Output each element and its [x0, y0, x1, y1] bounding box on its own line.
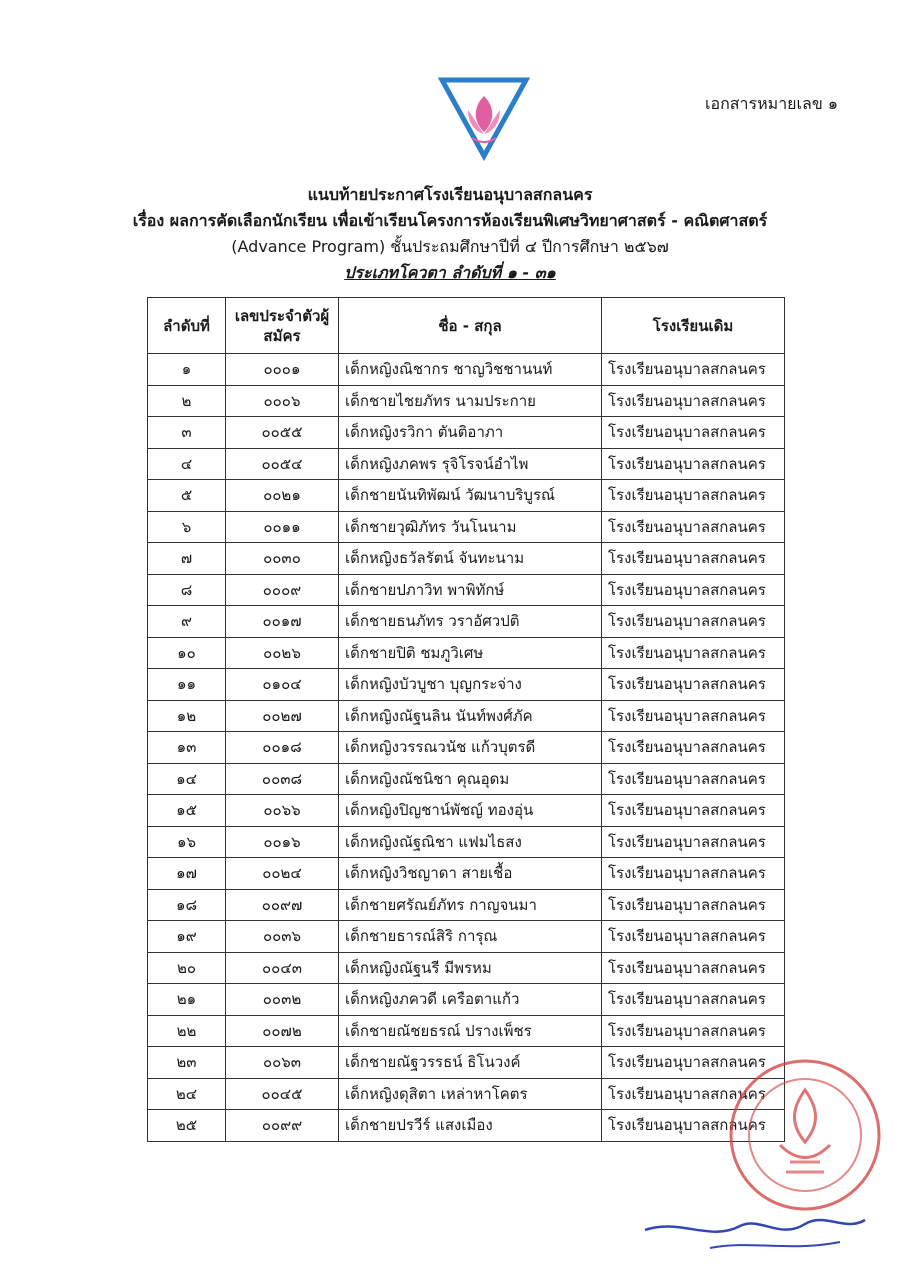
cell-previous-school: โรงเรียนอนุบาลสกลนคร: [602, 354, 785, 386]
table-row: [148, 1015, 785, 1047]
cell-applicant-id: ๐๐๕๔: [226, 448, 339, 480]
cell-previous-school: โรงเรียนอนุบาลสกลนคร: [602, 889, 785, 921]
table-row: [148, 921, 785, 953]
cell-order: ๖: [148, 511, 226, 543]
cell-order: ๑๕: [148, 795, 226, 827]
table-row: [148, 763, 785, 795]
table-row: [148, 858, 785, 890]
cell-applicant-id: ๐๐๙๗: [226, 889, 339, 921]
cell-full-name: เด็กหญิงณัฐนรี มีพรหม: [339, 952, 602, 984]
table-row: [148, 669, 785, 701]
cell-applicant-id: ๐๐๓๘: [226, 763, 339, 795]
cell-applicant-id: ๐๐๐๑: [226, 354, 339, 386]
cell-full-name: เด็กชายปรวีร์ แสงเมือง: [339, 1110, 602, 1142]
cell-order: ๗: [148, 543, 226, 575]
cell-full-name: เด็กหญิงณิชากร ชาญวิชชานนท์: [339, 354, 602, 386]
cell-previous-school: โรงเรียนอนุบาลสกลนคร: [602, 669, 785, 701]
cell-full-name: เด็กหญิงวรรณวนัช แก้วบุตรดี: [339, 732, 602, 764]
heading-line-1: แนบท้ายประกาศโรงเรียนอนุบาลสกลนคร: [307, 185, 593, 204]
table-row: [148, 732, 785, 764]
cell-previous-school: โรงเรียนอนุบาลสกลนคร: [602, 700, 785, 732]
cell-applicant-id: ๐๐๖๖: [226, 795, 339, 827]
table-header-row: [148, 298, 785, 354]
table-row: [148, 637, 785, 669]
document-number: เอกสารหมายเลข ๑: [704, 94, 838, 113]
cell-order: ๓: [148, 417, 226, 449]
cell-applicant-id: ๐๐๔๓: [226, 952, 339, 984]
cell-order: ๙: [148, 606, 226, 638]
table-body: [148, 354, 785, 1142]
cell-order: ๒๕: [148, 1110, 226, 1142]
cell-full-name: เด็กชายวุฒิภัทร วันโนนาม: [339, 511, 602, 543]
cell-previous-school: โรงเรียนอนุบาลสกลนคร: [602, 511, 785, 543]
cell-order: ๕: [148, 480, 226, 512]
cell-previous-school: โรงเรียนอนุบาลสกลนคร: [602, 795, 785, 827]
cell-order: ๒๒: [148, 1015, 226, 1047]
cell-previous-school: โรงเรียนอนุบาลสกลนคร: [602, 921, 785, 953]
cell-full-name: เด็กหญิงปิญชาน์พัชญ์ ทองอุ่น: [339, 795, 602, 827]
table-row: [148, 480, 785, 512]
cell-applicant-id: ๐๐๒๑: [226, 480, 339, 512]
cell-applicant-id: ๐๐๒๗: [226, 700, 339, 732]
cell-applicant-id: ๐๐๐๖: [226, 385, 339, 417]
cell-full-name: เด็กหญิงณัฐณิชา แฟมไธสง: [339, 826, 602, 858]
cell-previous-school: โรงเรียนอนุบาลสกลนคร: [602, 984, 785, 1016]
cell-applicant-id: ๐๐๒๔: [226, 858, 339, 890]
table-row: [148, 1078, 785, 1110]
cell-applicant-id: ๐๐๑๑: [226, 511, 339, 543]
cell-previous-school: โรงเรียนอนุบาลสกลนคร: [602, 1015, 785, 1047]
header-order: ลำดับที่: [148, 298, 226, 354]
header-applicant-id: เลขประจำตัวผู้สมัคร: [226, 298, 339, 354]
cell-previous-school: โรงเรียนอนุบาลสกลนคร: [602, 763, 785, 795]
cell-order: ๑๗: [148, 858, 226, 890]
cell-full-name: เด็กหญิงณัฐนลิน นันท์พงศ์ภัค: [339, 700, 602, 732]
cell-previous-school: โรงเรียนอนุบาลสกลนคร: [602, 448, 785, 480]
header-full-name: ชื่อ - สกุล: [339, 298, 602, 354]
cell-order: ๒๓: [148, 1047, 226, 1079]
cell-applicant-id: ๐๐๐๙: [226, 574, 339, 606]
cell-previous-school: โรงเรียนอนุบาลสกลนคร: [602, 417, 785, 449]
cell-previous-school: โรงเรียนอนุบาลสกลนคร: [602, 480, 785, 512]
cell-order: ๒๔: [148, 1078, 226, 1110]
table-row: [148, 574, 785, 606]
table-row: [148, 385, 785, 417]
cell-order: ๑๑: [148, 669, 226, 701]
table-row: [148, 795, 785, 827]
cell-applicant-id: ๐๐๕๕: [226, 417, 339, 449]
cell-full-name: เด็กชายณัฐวรรธน์ ธิโนวงค์: [339, 1047, 602, 1079]
table-row: [148, 448, 785, 480]
cell-order: ๑๘: [148, 889, 226, 921]
cell-full-name: เด็กหญิงรวิกา ตันติอาภา: [339, 417, 602, 449]
table-row: [148, 700, 785, 732]
cell-applicant-id: ๐๐๓๖: [226, 921, 339, 953]
cell-previous-school: โรงเรียนอนุบาลสกลนคร: [602, 574, 785, 606]
header-previous-school: โรงเรียนเดิม: [602, 298, 785, 354]
cell-order: ๑๙: [148, 921, 226, 953]
cell-order: ๑๐: [148, 637, 226, 669]
table-row: [148, 1110, 785, 1142]
cell-previous-school: โรงเรียนอนุบาลสกลนคร: [602, 1078, 785, 1110]
cell-applicant-id: ๐๐๑๖: [226, 826, 339, 858]
cell-previous-school: โรงเรียนอนุบาลสกลนคร: [602, 637, 785, 669]
cell-previous-school: โรงเรียนอนุบาลสกลนคร: [602, 385, 785, 417]
cell-previous-school: โรงเรียนอนุบาลสกลนคร: [602, 606, 785, 638]
cell-full-name: เด็กหญิงธวัลรัตน์ จันทะนาม: [339, 543, 602, 575]
cell-full-name: เด็กชายศรัณย์ภัทร กาญจนมา: [339, 889, 602, 921]
cell-full-name: เด็กชายธารณ์สิริ การุณ: [339, 921, 602, 953]
cell-order: ๑๔: [148, 763, 226, 795]
cell-full-name: เด็กหญิงดุสิตา เหล่าหาโคตร: [339, 1078, 602, 1110]
cell-full-name: เด็กชายไชยภัทร นามประกาย: [339, 385, 602, 417]
school-logo: [438, 76, 530, 168]
cell-order: ๑๒: [148, 700, 226, 732]
cell-previous-school: โรงเรียนอนุบาลสกลนคร: [602, 826, 785, 858]
table-row: [148, 1047, 785, 1079]
cell-full-name: เด็กหญิงภควดี เครือตาแก้ว: [339, 984, 602, 1016]
table-row: [148, 889, 785, 921]
cell-order: ๔: [148, 448, 226, 480]
cell-order: ๑๓: [148, 732, 226, 764]
cell-applicant-id: ๐๐๖๓: [226, 1047, 339, 1079]
cell-applicant-id: ๐๐๗๒: [226, 1015, 339, 1047]
cell-applicant-id: ๐๐๑๗: [226, 606, 339, 638]
cell-full-name: เด็กหญิงภคพร รุจิโรจน์อำไพ: [339, 448, 602, 480]
table-row: [148, 417, 785, 449]
cell-applicant-id: ๐๐๙๙: [226, 1110, 339, 1142]
cell-order: ๒: [148, 385, 226, 417]
cell-full-name: เด็กชายธนภัทร วราอัศวปติ: [339, 606, 602, 638]
cell-applicant-id: ๐๐๑๘: [226, 732, 339, 764]
cell-order: ๑: [148, 354, 226, 386]
table-row: [148, 606, 785, 638]
cell-applicant-id: ๐๐๒๖: [226, 637, 339, 669]
cell-full-name: เด็กหญิงวิชญาดา สายเชื้อ: [339, 858, 602, 890]
cell-full-name: เด็กหญิงบัวบูชา บุญกระจ่าง: [339, 669, 602, 701]
table-row: [148, 354, 785, 386]
table-row: [148, 543, 785, 575]
cell-full-name: เด็กชายปิติ ชมภูวิเศษ: [339, 637, 602, 669]
cell-full-name: เด็กหญิงณัชนิชา คุณอุดม: [339, 763, 602, 795]
signature: [640, 1190, 870, 1260]
table-row: [148, 511, 785, 543]
cell-previous-school: โรงเรียนอนุบาลสกลนคร: [602, 732, 785, 764]
cell-order: ๒๑: [148, 984, 226, 1016]
cell-previous-school: โรงเรียนอนุบาลสกลนคร: [602, 858, 785, 890]
cell-full-name: เด็กชายณัชยธรณ์ ปรางเพ็ชร: [339, 1015, 602, 1047]
heading-line-2: เรื่อง ผลการคัดเลือกนักเรียน เพื่อเข้าเรียนโครงการห้องเรียนพิเศษวิทยาศาสตร์ - คณิตศาสตร์: [132, 211, 768, 230]
heading-line-3: (Advance Program) ชั้นประถมศึกษาปีที่ ๔ ปีการศึกษา ๒๕๖๗: [231, 237, 669, 256]
table-row: [148, 826, 785, 858]
cell-order: ๘: [148, 574, 226, 606]
cell-previous-school: โรงเรียนอนุบาลสกลนคร: [602, 543, 785, 575]
results-table: [147, 297, 785, 1142]
cell-full-name: เด็กชายปภาวิท พาพิทักษ์: [339, 574, 602, 606]
cell-applicant-id: ๐๐๔๕: [226, 1078, 339, 1110]
cell-full-name: เด็กชายนันทิพัฒน์ วัฒนาบริบูรณ์: [339, 480, 602, 512]
table-row: [148, 952, 785, 984]
cell-applicant-id: ๐๑๐๔: [226, 669, 339, 701]
table-row: [148, 984, 785, 1016]
cell-previous-school: โรงเรียนอนุบาลสกลนคร: [602, 952, 785, 984]
cell-applicant-id: ๐๐๓๒: [226, 984, 339, 1016]
heading-line-4: ประเภทโควตา ลำดับที่ ๑ - ๓๑: [344, 263, 556, 282]
announcement-heading: [0, 182, 900, 286]
cell-applicant-id: ๐๐๓๐: [226, 543, 339, 575]
cell-previous-school: โรงเรียนอนุบาลสกลนคร: [602, 1110, 785, 1142]
cell-previous-school: โรงเรียนอนุบาลสกลนคร: [602, 1047, 785, 1079]
cell-order: ๑๖: [148, 826, 226, 858]
cell-order: ๒๐: [148, 952, 226, 984]
